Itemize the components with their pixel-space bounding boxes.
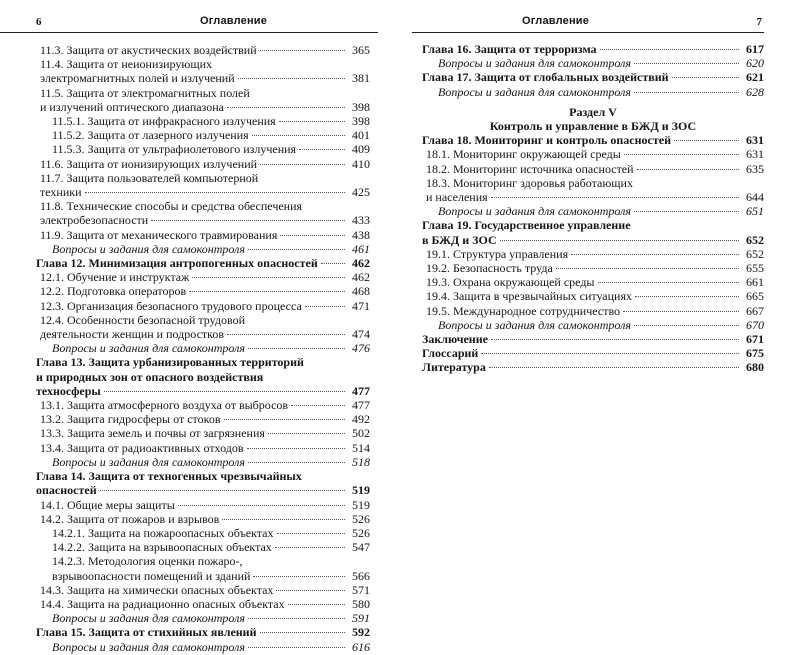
toc-entry-row: [422, 133, 764, 147]
toc-entry-row: [36, 498, 370, 512]
toc-page-number: 477: [352, 398, 370, 413]
toc-entry-text: 19.3. Охрана окружающей среды: [426, 275, 595, 290]
toc-entry-row: [422, 70, 764, 84]
toc-section: [36, 583, 370, 597]
toc-chapter: [422, 346, 764, 360]
toc-page-number: 471: [352, 298, 370, 313]
toc-entry-text: 13.2. Защита гидросферы от стоков: [40, 412, 221, 427]
toc-entry-text: 18.2. Мониторинг источника опасностей: [426, 161, 634, 176]
dot-leader: [260, 50, 345, 51]
toc-entry-text: 18.1. Мониторинг окружающей среды: [426, 147, 621, 162]
toc-page-number: 675: [746, 346, 764, 361]
toc-entry-text: 13.4. Защита от радиоактивных отходов: [40, 440, 244, 455]
toc-page-number: 492: [352, 412, 370, 427]
dot-leader: [189, 291, 345, 292]
toc-page-number: 438: [352, 227, 370, 242]
toc-section: [36, 270, 370, 284]
toc-page-number: 592: [352, 625, 370, 640]
dot-leader: [100, 490, 345, 491]
toc-page-number: 462: [352, 256, 370, 271]
dot-leader: [288, 604, 345, 605]
dot-leader: [571, 254, 739, 255]
toc-entry-text: 11.4. Защита от неионизирующих: [40, 57, 213, 72]
toc-page-number: 631: [746, 133, 764, 148]
toc-entry-row: [422, 204, 764, 218]
dot-leader: [252, 135, 345, 136]
toc-entry-text: 11.5.3. Защита от ультрафиолетового излучения: [52, 142, 297, 157]
toc-entry-text: 19.4. Защита в чрезвычайных ситуациях: [426, 289, 632, 304]
toc-entry-text: и природных зон от опасного воздействия: [36, 369, 264, 384]
toc-entry-row: [36, 71, 370, 85]
toc-entry-row: [36, 611, 370, 625]
toc-section: [36, 597, 370, 611]
toc-entry-row: [36, 270, 370, 284]
toc-entry-text: опасностей: [36, 483, 97, 498]
toc-page-number: 477: [352, 383, 370, 398]
toc-page-number: 566: [352, 568, 370, 583]
toc-page-number: 651: [746, 204, 764, 219]
dot-leader: [260, 164, 345, 165]
toc-entry-row: [36, 441, 370, 455]
toc-section: [422, 261, 764, 275]
toc-entry-text: 11.5.1. Защита от инфракрасного излучения: [52, 114, 276, 129]
toc-page-number: 670: [746, 317, 764, 332]
toc-entry-row: [422, 318, 764, 332]
toc-section: [36, 128, 370, 142]
dot-leader: [634, 63, 739, 64]
dot-leader: [291, 405, 345, 406]
dot-leader: [268, 433, 345, 434]
toc-entry-row: [36, 597, 370, 611]
toc-entry-row: [36, 341, 370, 355]
toc-entry-text: Вопросы и задания для самоконтроля: [438, 317, 631, 332]
page-number: 6: [36, 16, 42, 28]
dot-leader: [305, 306, 345, 307]
toc-page-number: 410: [352, 156, 370, 171]
toc-entry-text: Глава 18. Мониторинг и контроль опасностей: [422, 133, 672, 148]
dot-leader: [178, 505, 345, 506]
toc-entry-text: Глоссарий: [422, 346, 479, 361]
toc-entry-row: [422, 289, 764, 303]
toc-page-number: 652: [746, 246, 764, 261]
toc-entry-text: Вопросы и задания для самоконтроля: [52, 341, 245, 356]
toc-entry-row: [422, 332, 764, 346]
toc-entry-row: [36, 384, 370, 398]
toc-section: [36, 313, 370, 341]
toc-section: [36, 228, 370, 242]
toc-review-questions: [36, 341, 370, 355]
toc-section: [422, 176, 764, 204]
toc-page-number: 409: [352, 142, 370, 157]
toc-review-questions: [422, 318, 764, 332]
toc-entry-row: [36, 114, 370, 128]
toc-entry-text: Заключение: [422, 332, 488, 347]
toc-page-number: 671: [746, 332, 764, 347]
dot-leader: [672, 77, 739, 78]
dot-leader: [151, 220, 345, 221]
toc-review-questions: [36, 242, 370, 256]
toc-page-number: 628: [746, 84, 764, 99]
toc-page-number: 474: [352, 327, 370, 342]
dot-leader: [481, 353, 739, 354]
toc-section: [422, 289, 764, 303]
dot-leader: [279, 121, 345, 122]
dot-leader: [192, 277, 345, 278]
toc-group: [422, 42, 764, 99]
toc-page-number: 514: [352, 440, 370, 455]
toc-section: [36, 441, 370, 455]
toc-section: [36, 526, 370, 540]
toc-entry-text: Вопросы и задания для самоконтроля: [52, 454, 245, 469]
dot-leader: [634, 92, 739, 93]
toc-page-number: 580: [352, 596, 370, 611]
dot-leader: [275, 547, 345, 548]
toc-page-number: 398: [352, 114, 370, 129]
section-number: Раздел V: [569, 104, 617, 119]
toc-page-number: 547: [352, 540, 370, 555]
dot-leader: [299, 149, 345, 150]
toc-entry-row: [422, 190, 764, 204]
dot-leader: [248, 348, 345, 349]
dot-leader: [674, 140, 739, 141]
toc-section: [36, 142, 370, 156]
dot-leader: [85, 192, 345, 193]
toc-page-number: 425: [352, 185, 370, 200]
toc-section: [36, 554, 370, 582]
toc-list: [36, 43, 370, 654]
toc-chapter: [36, 256, 370, 270]
toc-page-number: 462: [352, 270, 370, 285]
toc-entry-text: 14.2.1. Защита на пожароопасных объектах: [52, 525, 274, 540]
toc-entry-row: [422, 360, 764, 374]
toc-entry-text: электромагнитных полей и излучений: [40, 71, 235, 86]
toc-page-number: 502: [352, 426, 370, 441]
toc-page-number: 631: [746, 147, 764, 162]
dot-leader: [624, 154, 739, 155]
section-title: Контроль и управление в БЖД и ЗОС: [489, 119, 697, 134]
page-header: [0, 0, 378, 26]
toc-section: [36, 426, 370, 440]
dot-leader: [489, 367, 739, 368]
toc-page-number: 518: [352, 454, 370, 469]
toc-entry-row: [422, 304, 764, 318]
dot-leader: [276, 590, 345, 591]
toc-entry-row: [422, 56, 764, 70]
toc-entry-row: [422, 85, 764, 99]
dot-leader: [222, 519, 345, 520]
toc-entry-row: [36, 398, 370, 412]
toc-page-number: 468: [352, 284, 370, 299]
running-title: Оглавление: [522, 15, 590, 27]
toc-entry-text: 19.1. Структура управления: [426, 246, 569, 261]
toc-page-number: 461: [352, 241, 370, 256]
dot-leader: [635, 296, 739, 297]
toc-entry-text: взрывоопасности помещений и зданий: [52, 568, 251, 583]
toc-section: [422, 147, 764, 161]
toc-entry-text: и излучений оптического диапазона: [40, 99, 224, 114]
dot-leader: [556, 268, 739, 269]
toc-entry-row: [36, 284, 370, 298]
header-rule: [412, 32, 764, 33]
toc-entry-text: Глава 14. Защита от техногенных чрезвычайных: [36, 469, 302, 484]
toc-entry-row: [36, 426, 370, 440]
toc-entry-text: техники: [40, 185, 82, 200]
toc-page-number: 661: [746, 275, 764, 290]
toc-entry-row: [36, 242, 370, 256]
toc-entry-text: 11.5.2. Защита от лазерного излучения: [52, 128, 249, 143]
toc-section: [36, 199, 370, 227]
toc-entry-text: Глава 13. Защита урбанизированных территорий: [36, 355, 304, 370]
dot-leader: [637, 169, 739, 170]
toc-entry-row: [36, 299, 370, 313]
toc-page-number: 433: [352, 213, 370, 228]
toc-section: [36, 512, 370, 526]
toc-entry-text: 13.1. Защита атмосферного воздуха от выбросов: [40, 398, 289, 413]
toc-entry-text: 19.5. Международное сотрудничество: [426, 303, 621, 318]
toc-entry-text: Глава 16. Защита от терроризма: [422, 42, 597, 56]
toc-page-number: 591: [352, 611, 370, 626]
toc-entry-text: техносферы: [36, 383, 101, 398]
toc-entry-text: 14.3. Защита на химически опасных объектах: [40, 582, 274, 597]
toc-entry-text: и населения: [426, 190, 488, 205]
dot-leader: [248, 249, 345, 250]
dot-leader: [227, 334, 345, 335]
toc-page-number: 665: [746, 289, 764, 304]
dot-leader: [634, 325, 739, 326]
dot-leader: [600, 49, 739, 50]
toc-page-number: 680: [746, 360, 764, 375]
toc-section: [422, 162, 764, 176]
toc-chapter: [422, 360, 764, 374]
toc-entry-text: 13.3. Защита земель и почвы от загрязнения: [40, 426, 265, 441]
toc-section: [36, 157, 370, 171]
toc-chapter: [36, 625, 370, 639]
toc-section: [36, 398, 370, 412]
section-heading: [422, 105, 764, 133]
toc-page-number: 617: [746, 42, 764, 56]
toc-entry-text: 19.2. Безопасность труда: [426, 261, 553, 276]
toc-section: [36, 498, 370, 512]
toc-entry-text: 14.2.2. Защита на взрывоопасных объектах: [52, 540, 272, 555]
toc-entry-text: 14.1. Общие меры защиты: [40, 497, 175, 512]
toc-section: [422, 304, 764, 318]
dot-leader: [321, 263, 345, 264]
toc-page-number: 401: [352, 128, 370, 143]
header-rule: [0, 32, 378, 33]
toc-entry-text: 14.2.3. Методология оценки пожаро-,: [52, 554, 243, 569]
dot-leader: [260, 632, 345, 633]
dot-leader: [104, 391, 345, 392]
toc-entry-text: 11.7. Защита пользователей компьютерной: [40, 170, 259, 185]
toc-entry-row: [422, 275, 764, 289]
toc-entry-row: [36, 185, 370, 199]
toc-entry-text: 18.3. Мониторинг здоровья работающих: [426, 175, 633, 190]
toc-entry-row: [36, 569, 370, 583]
dot-leader: [280, 235, 345, 236]
toc-entry-text: Вопросы и задания для самоконтроля: [438, 204, 631, 219]
toc-entry-text: Вопросы и задания для самоконтроля: [52, 639, 245, 654]
toc-page-number: 519: [352, 483, 370, 498]
dot-leader: [598, 282, 740, 283]
toc-section: [36, 412, 370, 426]
toc-entry-text: 11.5. Защита от электромагнитных полей: [40, 85, 250, 100]
toc-page-number: 621: [746, 70, 764, 85]
toc-entry-text: 14.2. Защита от пожаров и взрывов: [40, 511, 220, 526]
toc-section: [422, 275, 764, 289]
toc-list: [422, 42, 764, 375]
toc-entry-row: [422, 233, 764, 247]
toc-entry-row: [422, 346, 764, 360]
dot-leader: [253, 576, 345, 577]
toc-section: [36, 86, 370, 114]
dot-leader: [224, 419, 346, 420]
toc-page-number: 655: [746, 261, 764, 276]
toc-entry-row: [36, 157, 370, 171]
toc-section: [36, 43, 370, 57]
left-page: [0, 0, 378, 654]
toc-entry-row: [36, 228, 370, 242]
toc-entry-text: в БЖД и ЗОС: [422, 232, 497, 247]
toc-entry-row: [36, 43, 370, 57]
toc-entry-text: Глава 15. Защита от стихийных явлений: [36, 625, 257, 640]
toc-entry-row: [36, 100, 370, 114]
toc-entry-row: [36, 540, 370, 554]
toc-entry-row: [36, 640, 370, 654]
toc-page-number: 616: [352, 639, 370, 654]
toc-entry-text: Вопросы и задания для самоконтроля: [438, 56, 631, 71]
toc-entry-row: [36, 128, 370, 142]
toc-entry-text: 14.4. Защита на радиационно опасных объектах: [40, 596, 285, 611]
toc-entry-row: [422, 42, 764, 56]
toc-review-questions: [422, 204, 764, 218]
running-title: Оглавление: [200, 15, 268, 27]
toc-entry-row: [36, 256, 370, 270]
toc-page-number: 526: [352, 525, 370, 540]
toc-entry-row: [422, 147, 764, 161]
toc-page-number: 365: [352, 43, 370, 57]
toc-entry-text: 11.3. Защита от акустических воздействий: [40, 43, 257, 57]
dot-leader: [247, 448, 345, 449]
page-number: 7: [756, 16, 762, 28]
toc-review-questions: [422, 56, 764, 70]
toc-chapter: [422, 218, 764, 246]
dot-leader: [248, 462, 345, 463]
toc-chapter: [36, 469, 370, 497]
toc-entry-row: [422, 261, 764, 275]
toc-entry-text: Глава 17. Защита от глобальных воздействий: [422, 70, 669, 85]
toc-entry-row: [36, 526, 370, 540]
toc-page-number: 620: [746, 56, 764, 71]
toc-page-number: 476: [352, 341, 370, 356]
toc-review-questions: [36, 455, 370, 469]
toc-entry-row: [36, 213, 370, 227]
toc-entry-row: [36, 455, 370, 469]
toc-section: [36, 540, 370, 554]
right-page: [412, 0, 764, 375]
dot-leader: [634, 211, 739, 212]
toc-entry-text: 12.4. Особенности безопасной трудовой: [40, 312, 245, 327]
toc-entry-row: [36, 412, 370, 426]
dot-leader: [277, 533, 346, 534]
toc-entry-row: [36, 142, 370, 156]
toc-page-number: 571: [352, 582, 370, 597]
toc-section: [36, 284, 370, 298]
toc-entry-row: [422, 247, 764, 261]
toc-entry-row: [36, 583, 370, 597]
dot-leader: [623, 311, 739, 312]
toc-page-number: 526: [352, 511, 370, 526]
toc-entry-text: Вопросы и задания для самоконтроля: [52, 241, 245, 256]
toc-page-number: 635: [746, 161, 764, 176]
toc-entry-text: 11.9. Защита от механического травмирования: [40, 227, 278, 242]
toc-entry-text: деятельности женщин и подростков: [40, 327, 225, 342]
toc-entry-row: [36, 512, 370, 526]
page-header: [412, 0, 764, 26]
dot-leader: [491, 339, 739, 340]
toc-review-questions: [422, 85, 764, 99]
toc-chapter: [422, 133, 764, 147]
toc-chapter: [36, 355, 370, 398]
toc-page-number: 652: [746, 232, 764, 247]
dot-leader: [248, 647, 345, 648]
toc-section: [36, 114, 370, 128]
toc-entry-text: Глава 19. Государственное управление: [422, 218, 631, 233]
toc-entry-text: 12.3. Организация безопасного трудового процесса: [40, 298, 302, 313]
toc-chapter: [422, 70, 764, 84]
dot-leader: [500, 240, 739, 241]
toc-page-number: 519: [352, 497, 370, 512]
toc-section: [36, 171, 370, 199]
toc-entry-text: 12.1. Обучение и инструктаж: [40, 270, 190, 285]
toc-page-number: 644: [746, 190, 764, 205]
toc-section: [36, 299, 370, 313]
toc-page-number: 381: [352, 71, 370, 86]
toc-group: [422, 133, 764, 374]
toc-entry-text: Литература: [422, 360, 486, 375]
toc-review-questions: [36, 611, 370, 625]
toc-page-number: 667: [746, 303, 764, 318]
dot-leader: [238, 78, 345, 79]
dot-leader: [227, 107, 345, 108]
dot-leader: [491, 197, 739, 198]
toc-entry-text: Глава 12. Минимизация антропогенных опасностей: [36, 256, 318, 271]
toc-entry-text: 11.6. Защита от ионизирующих излучений: [40, 156, 258, 171]
dot-leader: [248, 618, 345, 619]
toc-entry-row: [422, 162, 764, 176]
toc-page-number: 398: [352, 99, 370, 114]
toc-entry-text: 11.8. Технические способы и средства обеспечения: [40, 199, 303, 214]
toc-chapter: [422, 332, 764, 346]
toc-entry-text: 12.2. Подготовка операторов: [40, 284, 187, 299]
toc-section: [422, 247, 764, 261]
toc-chapter: [422, 42, 764, 56]
toc-entry-row: [36, 327, 370, 341]
toc-entry-text: электробезопасности: [40, 213, 149, 228]
toc-entry-row: [36, 625, 370, 639]
toc-entry-text: Вопросы и задания для самоконтроля: [438, 84, 631, 99]
toc-section: [36, 57, 370, 85]
toc-entry-text: Вопросы и задания для самоконтроля: [52, 611, 245, 626]
toc-review-questions: [36, 640, 370, 654]
toc-entry-row: [36, 483, 370, 497]
